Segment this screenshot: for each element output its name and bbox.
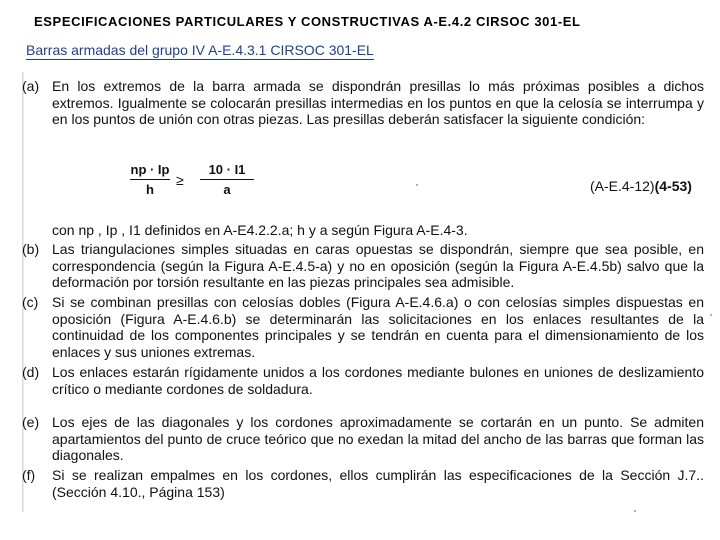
formula-definitions	[52, 222, 704, 239]
item-text: En los extremos de la barra armada se dispondrán presillas lo más próximas posibles a dichos extremos. Igualmente se colocarán presillas intermedias en los puntos en que la celosía se interrumpa y en los puntos de unión con otras piezas. Las presillas deberán satisfacer la siguiente condición:	[52, 78, 704, 127]
formula-left-denominator: h	[146, 182, 154, 197]
list-item-d	[22, 364, 704, 397]
item-text: Los enlaces estarán rígidamente unidos a los cordones mediante bulones en uniones de deslizamiento crítico o mediante cordones de soldadura.	[52, 364, 704, 397]
item-label: (d)	[22, 364, 40, 380]
item-label: (c)	[22, 294, 39, 310]
formula-right-numerator: 10 · I1	[208, 162, 246, 177]
formula-relation: ≥	[176, 172, 184, 188]
item-text: con np , Ip , I1 definidos en A-E4.2.2.a; h y a según Figura A-E.4-3.	[52, 222, 468, 238]
item-text: Las triangulaciones simples situadas en caras opuestas se dispondrán, siempre que sea posible, en correspondencia (según la Figura A-E.4.5-a) y no en oposición (según la Figura A-E.4.5b) salvo que la deformación por torsión resultante en las piezas principales sea admisible.	[52, 241, 704, 290]
list-item-e	[22, 414, 704, 464]
item-label: (e)	[22, 414, 40, 430]
equation-ref-secondary: (4-53)	[654, 178, 692, 194]
list-item-a	[22, 78, 704, 128]
item-text: Los ejes de las diagonales y los cordones aproximadamente se cortarán en un punto. Se admiten apartamientos del punto de cruce teórico que no exedan la mitad del ancho de las barras que forman las diagonales.	[52, 414, 704, 463]
equation-reference	[590, 178, 692, 194]
item-label: (f)	[22, 467, 36, 483]
item-label: (a)	[22, 78, 40, 94]
list-item-f	[22, 467, 704, 500]
section-subtitle: Barras armadas del grupo IV A-E.4.3.1 CIRSOC 301-EL	[26, 42, 374, 58]
list-item-b	[22, 241, 704, 291]
page-title: ESPECIFICACIONES PARTICULARES Y CONSTRUCTIVAS A-E.4.2 CIRSOC 301-EL	[34, 14, 581, 29]
fraction-left	[130, 162, 170, 197]
formula-left-numerator: np · Ip	[130, 162, 170, 177]
equation-ref-primary: (A-E.4-12)	[590, 178, 655, 194]
item-label: (b)	[22, 241, 40, 257]
formula-right-denominator: a	[223, 182, 231, 197]
item-text: Si se realizan empalmes en los cordones, ellos cumplirán las especificaciones de la Sección J.7..(Sección 4.10., Página 153)	[52, 467, 704, 500]
list-item-c	[22, 294, 704, 360]
fraction-right	[200, 162, 254, 197]
item-text: Si se combinan presillas con celosías dobles (Figura A-E.4.6.a) o con celosías simples dispuestas en oposición (Figura A-E.4.6.b) se determinarán las solicitaciones en los enlaces resultantes de la continuidad de los componentes principales y se tendrán en cuenta para el dimensionamiento de los enlaces y sus uniones extremas.	[52, 294, 704, 360]
